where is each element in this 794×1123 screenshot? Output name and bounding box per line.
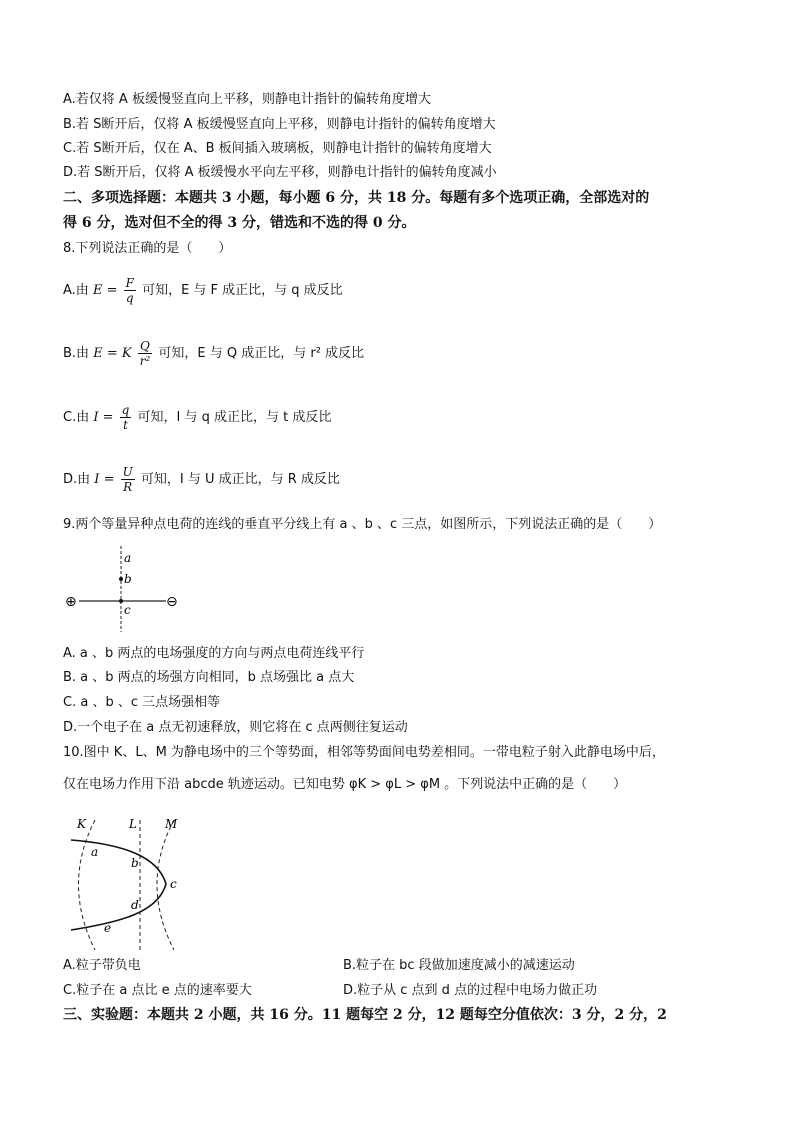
q9-option-b: B. a 、b 两点的场强方向相同，b 点场强比 a 点大 <box>63 670 355 685</box>
point-c-dot <box>119 599 123 603</box>
q7-option-c: C.若 S断开后，仅在 A、B 板间插入玻璃板，则静电计指针的偏转角度增大 <box>63 141 492 156</box>
q8-option-d <box>63 463 340 497</box>
point-e-label: e <box>104 921 112 935</box>
section2-heading-line1: 二、多项选择题：本题共 3 小题，每小题 6 分，共 18 分。每题有多个选项正确，全部选对的 <box>63 190 650 206</box>
q7-option-d: D.若 S断开后，仅将 A 板缓慢水平向左平移，则静电计指针的偏转角度减小 <box>63 165 497 180</box>
q10-option-d: D.粒子从 c 点到 d 点的过程中电场力做正功 <box>343 983 598 998</box>
q8-d-fraction <box>121 465 135 494</box>
q10-stem-line1: 10.图中 K、L、M 为静电场中的三个等势面，相邻等势面间电势差相同。一带电粒子射入此静电场中后， <box>63 745 665 760</box>
q7-option-a: A.若仅将 A 板缓慢竖直向上平移，则静电计指针的偏转角度增大 <box>63 92 431 107</box>
q7-option-b: B.若 S断开后，仅将 A 板缓慢竖直向上平移，则静电计指针的偏转角度增大 <box>63 117 496 132</box>
q10-equipotential-figure <box>62 812 200 954</box>
surface-m-label: M <box>165 817 178 831</box>
point-b-dot <box>119 577 123 581</box>
surface-k <box>79 820 99 950</box>
section2-heading-line2: 得 6 分，选对但不全的得 3 分，错选和不选的得 0 分。 <box>63 215 416 231</box>
q8-d-prefix: D.由 <box>63 472 91 487</box>
q8-option-c <box>63 401 331 435</box>
q9-stem: 9.两个等量异种点电荷的连线的垂直平分线上有 a 、b 、c 三点，如图所示，下列说法正确的是（ ） <box>63 517 662 532</box>
q10-option-b: B.粒子在 bc 段做加速度减小的减速运动 <box>343 958 575 973</box>
q9-option-d: D.一个电子在 a 点无初速释放，则它将在 c 点两侧往复运动 <box>63 720 408 735</box>
q8-c-text: 可知，I 与 q 成正比，与 t 成反比 <box>137 410 332 425</box>
negative-charge-icon: ⊖ <box>166 594 178 610</box>
q9-option-a: A. a 、b 两点的电场强度的方向与两点电荷连线平行 <box>63 646 365 661</box>
q8-c-denominator: t <box>120 417 132 432</box>
surface-l-label: L <box>129 817 137 831</box>
q8-option-b <box>63 337 364 371</box>
section3-heading: 三、实验题：本题共 2 小题，共 16 分。11 题每空 2 分，12 题每空分值依次：3 分，2 分，2 <box>63 1007 667 1023</box>
point-c-label: c <box>170 877 177 891</box>
q8-d-denominator: R <box>121 479 135 494</box>
q10-stem-line2: 仅在电场力作用下沿 abcde 轨迹运动。已知电势 φK > φL > φM 。下列说法中正确的是（ ） <box>63 777 627 792</box>
point-a-label: a <box>91 845 99 859</box>
q8-c-prefix: C.由 <box>63 410 90 425</box>
q9-option-c: C. a 、b 、c 三点场强相等 <box>63 695 221 710</box>
q8-c-lhs: I = <box>93 410 114 425</box>
point-b-label: b <box>131 856 139 870</box>
q9-charges-figure <box>62 542 187 636</box>
q8-b-denominator: r² <box>139 354 151 368</box>
q8-a-prefix: A.由 <box>63 283 89 298</box>
q8-stem: 8.下列说法正确的是（ ） <box>63 241 232 256</box>
point-c-label: c <box>124 603 131 617</box>
point-b-label: b <box>124 572 132 586</box>
q10-option-c: C.粒子在 a 点比 e 点的速率要大 <box>63 983 252 998</box>
q8-b-lhs: E = K <box>93 346 132 361</box>
positive-charge-icon: ⊕ <box>65 594 77 610</box>
q8-d-text: 可知，I 与 U 成正比，与 R 成反比 <box>140 472 340 487</box>
q8-a-fraction <box>124 276 136 305</box>
q8-a-denominator: q <box>124 290 136 305</box>
q8-d-lhs: I = <box>94 472 115 487</box>
q8-a-text: 可知，E 与 F 成正比，与 q 成反比 <box>142 283 343 298</box>
q8-a-lhs: E = <box>92 283 118 298</box>
q8-b-text: 可知，E 与 Q 成正比，与 r² 成反比 <box>158 346 365 361</box>
point-d-label: d <box>131 898 139 912</box>
q8-b-prefix: B.由 <box>63 346 90 361</box>
q8-b-fraction <box>138 339 153 368</box>
q8-c-fraction <box>120 403 132 432</box>
q8-b-numerator: Q <box>140 339 150 353</box>
surface-k-label: K <box>77 817 86 831</box>
particle-trajectory <box>71 840 166 930</box>
q8-d-numerator: U <box>122 465 133 479</box>
q8-a-numerator: F <box>125 276 134 290</box>
q8-c-numerator: q <box>121 403 130 417</box>
point-a-label: a <box>124 551 132 565</box>
q8-option-a <box>63 274 343 308</box>
q10-option-a: A.粒子带负电 <box>63 958 141 973</box>
